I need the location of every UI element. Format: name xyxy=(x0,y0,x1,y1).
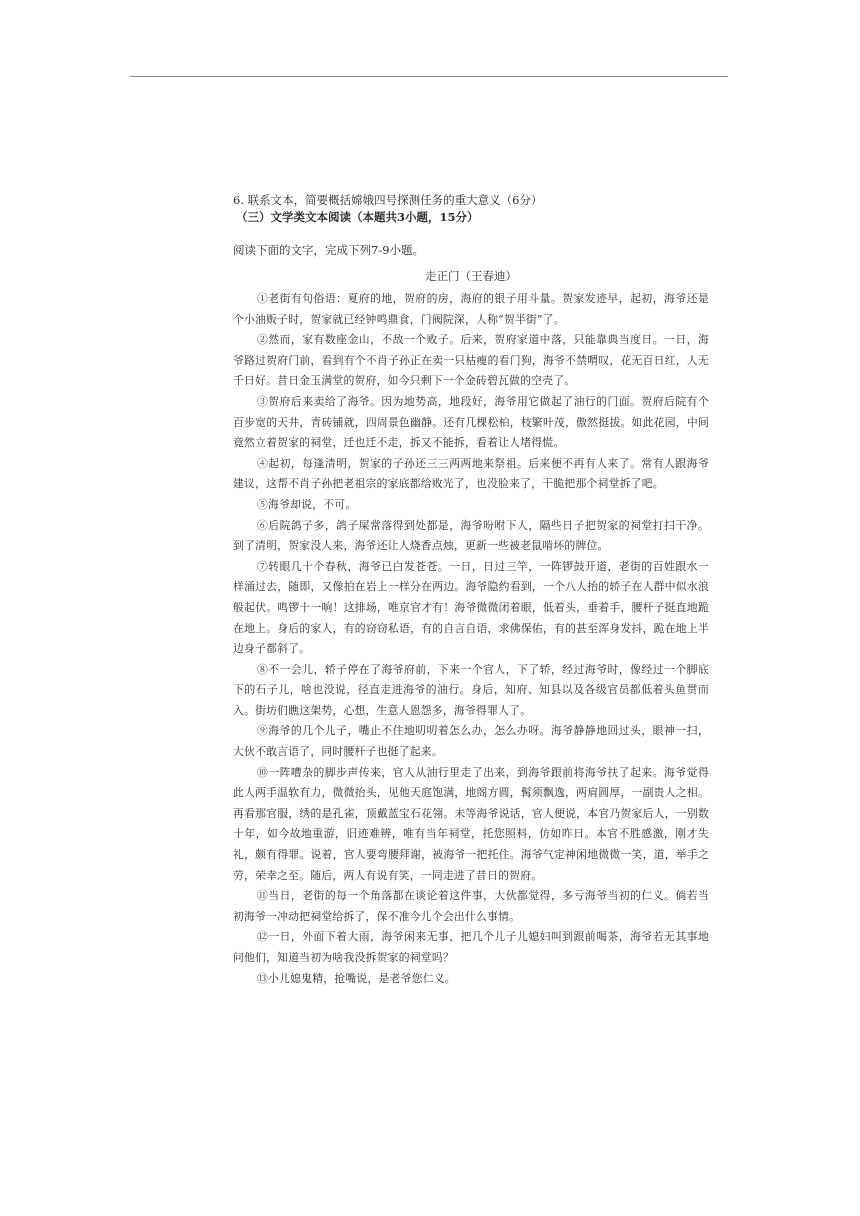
paragraph-6: ⑥后院鸽子多，鸽子屎常落得到处都是，海爷吩咐下人，隔些日子把贺家的祠堂打扫干净。到了清明，贺家没人来，海爷还让人烧香点烛，更新一些被老鼠啃坏的牌位。 xyxy=(233,518,709,553)
header-rule xyxy=(130,76,728,77)
paragraph-3: ③贺府后来卖给了海爷。因为地势高，地段好，海爷用它做起了油行的门面。贺府后院有个百步宽的天井，青砖铺就，四周景色幽静。还有几棵松柏，枝繁叶茂，傲然挺拔。如此花园，中间竟然立着贺家的祠堂，迁也迁不走，拆又不能拆，看着让人堵得慌。 xyxy=(233,394,709,450)
reading-instructions: 阅读下面的文字，完成下列7-9小题。 xyxy=(233,243,425,257)
paragraph-13: ⑬小儿媳鬼精，抢嘴说，是老爷您仁义。 xyxy=(257,971,456,985)
question-6: 6. 联系文本，简要概括嫦娥四号探测任务的重大意义（6分） xyxy=(233,193,543,207)
document-body xyxy=(233,192,709,989)
paragraph-7: ⑦转眼几十个春秋，海爷已白发苍苍。一日，日过三竿，一阵锣鼓开道，老街的百姓跟水一样涌过去，随即，又像拍在岩上一样分在两边。海爷隐约看到，一个八人抬的轿子在人群中似水浪般起伏。鸣锣十一响！这排场，唯京官才有！海爷微微闭着眼，低着头，垂着手，腰杆子挺直地跪在地上。身后的家人，有的窃窃私语，有的自言自语，求佛保佑，有的甚至浑身发抖，跪在地上半边身子都斜了。 xyxy=(233,559,709,656)
paragraph-4: ④起初，每逢清明，贺家的子孙还三三两两地来祭祖。后来便不再有人来了。常有人跟海爷建议，这帮不肖子孙把老祖宗的家底都给败光了，也没脸来了，干脆把那个祠堂拆了吧。 xyxy=(233,456,709,491)
paragraph-2: ②然而，家有数座金山，不敌一个败子。后来，贺府家道中落，只能靠典当度日。一日，海爷路过贺府门前，看到有个不肖子孙正在卖一只枯瘦的看门狗，海爷不禁喟叹，花无百日红，人无千日好。昔日金玉满堂的贺府，如今只剩下一个金砖碧瓦做的空壳了。 xyxy=(233,333,709,388)
paragraph-12: ⑫一日，外面下着大雨，海爷闲来无事，把几个儿子儿媳妇叫到跟前喝茶，海爷若无其事地问他们，知道当初为啥我没拆贺家的祠堂吗？ xyxy=(233,930,709,964)
story-title: 走正门（王春迪） xyxy=(425,269,517,283)
paragraph-10: ⑩一阵嘈杂的脚步声传来，官人从油行里走了出来，到海爷跟前将海爷扶了起来。海爷觉得此人两手温软有力，微微抬头，见他天庭饱满，地阁方圆，髯须飘逸，两肩圆厚，一副贵人之相。再看那官服，绣的是孔雀，顶戴蓝宝石花翎。未等海爷说话，官人便说，本官乃贺家后人，一别数十年，如今故地重游，旧迹难辨，唯有当年祠堂，托您照料，仿如昨日。本官不胜感激，刚才失礼，颇有得罪。说着，官人要弯腰拜谢，被海爷一把托住。海爷气定神闲地微微一笑，道，举手之劳，荣幸之至。随后，两人有说有笑，一同走进了昔日的贺府。 xyxy=(233,765,709,882)
paragraph-1: ①老街有句俗语：夏府的地，贺府的房，海府的银子用斗量。贺家发迹早，起初，海爷还是个小油贩子时，贺家就已经钟鸣鼎食，门阀院深，人称“贺半街”了。 xyxy=(233,292,709,326)
paragraph-8: ⑧不一会儿，轿子停在了海爷府前，下来一个官人，下了轿，经过海爷时，像经过一个脚底下的石子儿，啥也没说，径直走进海爷的油行。身后，知府、知县以及各级官员都低着头鱼贯而入。街坊们瞧这架势，心想，生意人恩怨多，海爷得罪人了。 xyxy=(233,662,709,717)
paragraph-5: ⑤海爷却说，不可。 xyxy=(257,497,357,511)
paragraph-9: ⑨海爷的几个儿子，嘴止不住地叨叨着怎么办，怎么办呀。海爷静静地回过头，眼神一扫，大伙不敢言语了，同时腰杆子也挺了起来。 xyxy=(233,724,709,759)
paragraph-11: ⑪当日，老街的每一个角落都在谈论着这件事，大伙都觉得，多亏海爷当初的仁义。倘若当初海爷一冲动把祠堂给拆了，保不准今儿个会出什么事情。 xyxy=(233,889,709,923)
section-title: （三）文学类文本阅读（本题共3小题，15分） xyxy=(236,210,479,224)
